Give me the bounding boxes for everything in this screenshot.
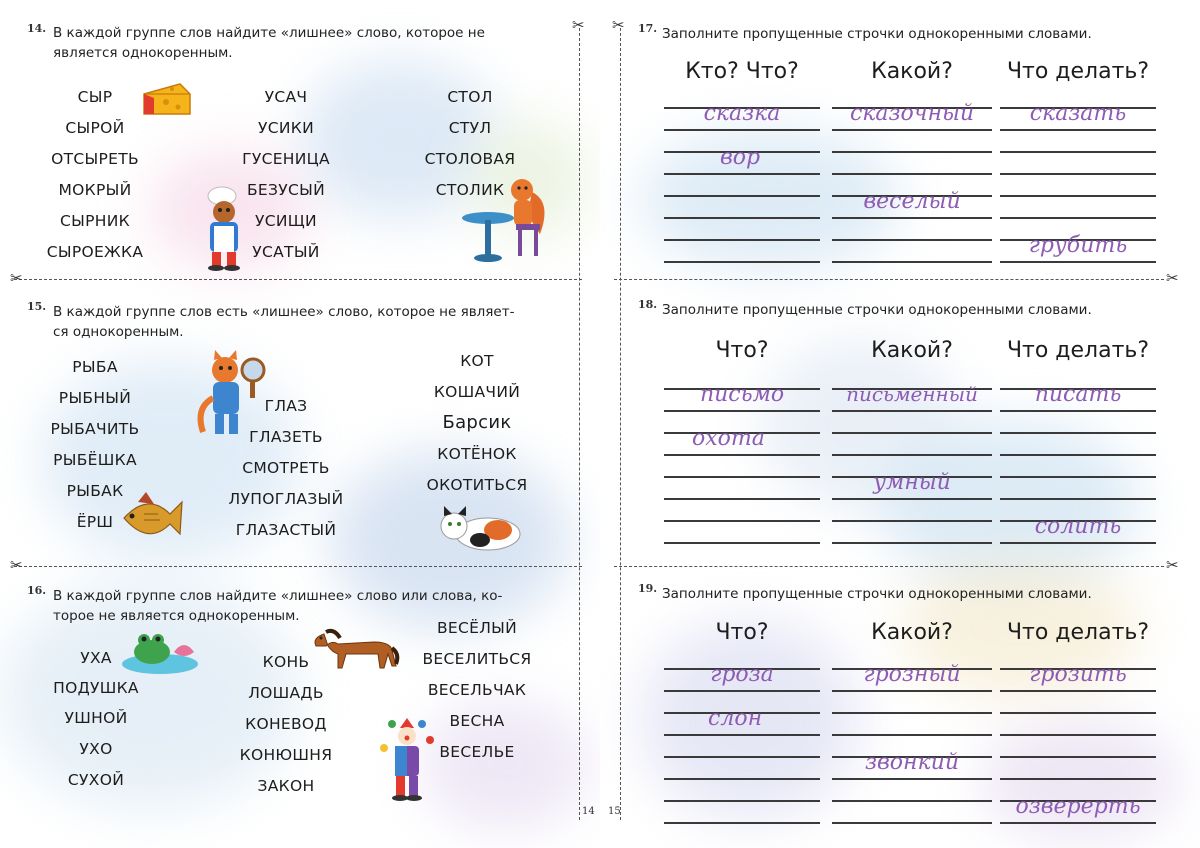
word: СТОЛИК bbox=[435, 181, 505, 199]
page-number: 15 bbox=[608, 806, 621, 817]
word: УСИЩИ bbox=[255, 212, 317, 230]
answer-text: озверерть bbox=[1015, 794, 1141, 819]
exercise-number: 16. bbox=[27, 584, 47, 597]
word: КОТ bbox=[460, 352, 494, 370]
scissors-icon: ✂ bbox=[572, 16, 585, 34]
word: ЛУПОГЛАЗЫЙ bbox=[228, 490, 344, 508]
word: ВЕСЕЛИТЬСЯ bbox=[422, 650, 532, 668]
word: СТУЛ bbox=[448, 119, 492, 137]
answer-text: письмо bbox=[699, 382, 785, 407]
exercise-task: Заполните пропущенные строчки однокоренными словами. bbox=[662, 586, 1092, 602]
fish-icon bbox=[118, 488, 184, 552]
answer-text: грубить bbox=[1028, 233, 1128, 258]
word: КОНЮШНЯ bbox=[239, 746, 333, 764]
cut-line bbox=[14, 566, 582, 567]
column-header: Что делать? bbox=[1006, 59, 1150, 84]
answer-text: умный bbox=[873, 470, 951, 495]
answer-text: звонкий bbox=[864, 750, 959, 775]
word: СЫР bbox=[77, 88, 113, 106]
word: УСАЧ bbox=[264, 88, 308, 106]
cat-mirror-icon bbox=[195, 348, 269, 444]
answer-text: солить bbox=[1034, 514, 1122, 539]
cut-line-vertical bbox=[579, 28, 580, 820]
word: СУХОЙ bbox=[67, 771, 125, 789]
word: РЫБАК bbox=[66, 482, 124, 500]
answer-text: слон bbox=[708, 706, 763, 731]
exercise-task: Заполните пропущенные строчки однокоренными словами. bbox=[662, 302, 1092, 318]
cook-cat-icon bbox=[196, 186, 252, 272]
cut-line bbox=[614, 566, 1164, 567]
column-header: Кто? Что? bbox=[685, 59, 799, 84]
word: СЫРНИК bbox=[60, 212, 130, 230]
frog-icon bbox=[120, 626, 200, 676]
word: РЫБНЫЙ bbox=[58, 389, 132, 407]
word: ГЛАЗЕТЬ bbox=[249, 428, 323, 446]
exercise-number: 17. bbox=[638, 22, 658, 35]
word: ПОДУШКА bbox=[53, 679, 139, 697]
word: СЫРОЕЖКА bbox=[46, 243, 144, 261]
exercise-number: 14. bbox=[27, 22, 47, 35]
column-header: Что? bbox=[715, 620, 769, 645]
word: ВЕСЕЛЬЧАК bbox=[427, 681, 527, 699]
word: ВЕСЁЛЫЙ bbox=[436, 619, 518, 637]
word: КОТЁНОК bbox=[437, 445, 517, 463]
answer-text: грозный bbox=[863, 662, 961, 687]
horse-icon bbox=[310, 624, 402, 674]
word: ОТСЫРЕТЬ bbox=[51, 150, 139, 168]
answer-text: веселый bbox=[863, 189, 961, 214]
word: РЫБЁШКА bbox=[53, 451, 137, 469]
word: ЛОШАДЬ bbox=[248, 684, 324, 702]
word: ОКОТИТЬСЯ bbox=[426, 476, 528, 494]
cheese-icon bbox=[140, 80, 192, 120]
word: Барсик bbox=[442, 412, 512, 433]
word: УХА bbox=[80, 649, 112, 667]
answer-text: письменный bbox=[846, 382, 978, 406]
clown-icon bbox=[378, 718, 436, 806]
word: КОНЕВОД bbox=[245, 715, 327, 733]
answer-text: сказка bbox=[703, 101, 781, 126]
word: СТОЛ bbox=[447, 88, 493, 106]
word: УСИКИ bbox=[258, 119, 314, 137]
answer-text: охота bbox=[692, 426, 765, 451]
column-header: Что делать? bbox=[1006, 620, 1150, 645]
exercise-task: В каждой группе слов найдите «лишнее» слово или слова, ко- торое не является однокоренным. bbox=[53, 588, 503, 624]
word: СТОЛОВАЯ bbox=[424, 150, 516, 168]
scissors-icon: ✂ bbox=[10, 269, 23, 287]
column-header: Какой? bbox=[871, 620, 953, 645]
right-page bbox=[600, 0, 1200, 848]
exercise-number: 18. bbox=[638, 298, 658, 311]
word: УШНОЙ bbox=[64, 709, 128, 727]
calico-cat-icon bbox=[436, 504, 522, 554]
answer-text: грозить bbox=[1029, 662, 1127, 687]
exercise-task: В каждой группе слов найдите «лишнее» слово, которое не является однокоренным. bbox=[53, 25, 485, 61]
column-header: Что? bbox=[715, 338, 769, 363]
answer-text: сказочный bbox=[849, 101, 975, 126]
exercise-number: 15. bbox=[27, 300, 47, 313]
word: КОШАЧИЙ bbox=[433, 383, 521, 401]
squirrel-table-icon bbox=[462, 172, 552, 264]
cut-line-vertical bbox=[620, 28, 621, 820]
exercise-task: Заполните пропущенные строчки однокоренными словами. bbox=[662, 26, 1092, 42]
word: ГУСЕНИЦА bbox=[242, 150, 330, 168]
word: ГЛАЗАСТЫЙ bbox=[235, 521, 337, 539]
word: КОНЬ bbox=[262, 653, 310, 671]
page-number: 14 bbox=[582, 806, 595, 817]
scissors-icon: ✂ bbox=[1166, 556, 1179, 574]
word: РЫБАЧИТЬ bbox=[50, 420, 140, 438]
word: ГЛАЗ bbox=[264, 397, 308, 415]
scissors-icon: ✂ bbox=[612, 16, 625, 34]
column-header: Какой? bbox=[871, 59, 953, 84]
word: СЫРОЙ bbox=[65, 119, 125, 137]
word: ВЕСНА bbox=[449, 712, 505, 730]
exercise-number: 19. bbox=[638, 582, 658, 595]
answer-text: сказать bbox=[1029, 101, 1127, 126]
word: ВЕСЕЛЬЕ bbox=[439, 743, 515, 761]
word: СМОТРЕТЬ bbox=[242, 459, 330, 477]
word: РЫБА bbox=[72, 358, 118, 376]
answer-text: вор bbox=[720, 145, 761, 170]
cut-line bbox=[14, 279, 582, 280]
word: УСАТЫЙ bbox=[252, 243, 320, 261]
column-header: Что делать? bbox=[1006, 338, 1150, 363]
word: МОКРЫЙ bbox=[58, 181, 132, 199]
word: ЗАКОН bbox=[257, 777, 315, 795]
column-header: Какой? bbox=[871, 338, 953, 363]
word: ЁРШ bbox=[76, 513, 114, 531]
word: УХО bbox=[79, 740, 113, 758]
scissors-icon: ✂ bbox=[1166, 269, 1179, 287]
cut-line bbox=[614, 279, 1164, 280]
scissors-icon: ✂ bbox=[10, 556, 23, 574]
answer-text: гроза bbox=[710, 662, 774, 687]
exercise-task: В каждой группе слов есть «лишнее» слово, которое не являет- ся однокоренным. bbox=[53, 304, 515, 340]
answer-text: писать bbox=[1034, 382, 1122, 407]
word: БЕЗУСЫЙ bbox=[246, 181, 325, 199]
